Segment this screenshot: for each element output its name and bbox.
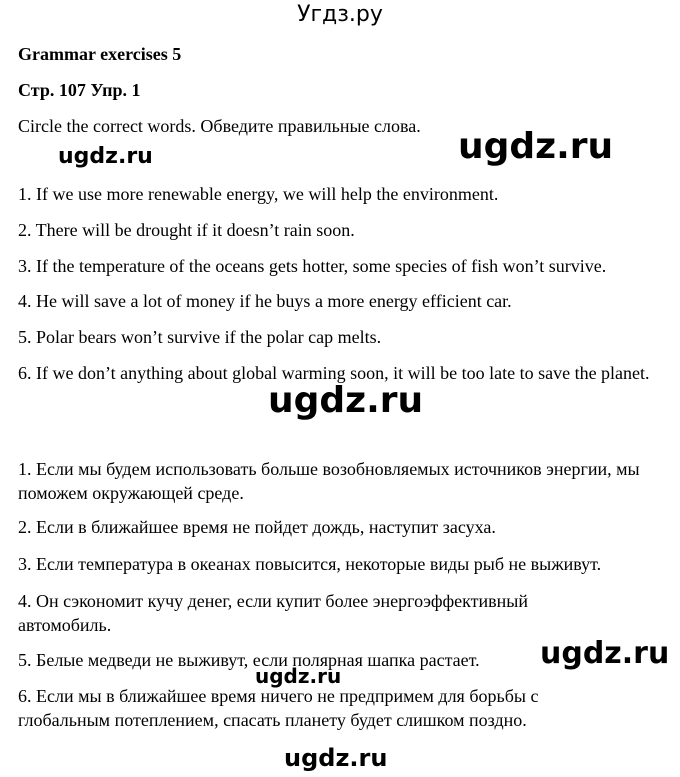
english-sentence: 1. If we use more renewable energy, we will help the environment. [18,184,499,204]
watermark: ugdz.ru [268,380,424,421]
watermark: ugdz.ru [458,126,614,167]
watermark: ugdz.ru [284,744,388,772]
english-sentence: 6. If we don’t anything about global warming soon, it will be too late to save the planet. [18,363,650,383]
watermark: ugdz.ru [255,664,342,688]
english-sentence: 4. He will save a lot of money if he buys a more energy efficient car. [18,291,512,311]
watermark: ugdz.ru [540,636,670,671]
watermark: ugdz.ru [58,144,153,169]
russian-sentence: 3. Если температура в океанах повысится, некоторые виды рыб не выживут. [18,554,602,574]
russian-sentence: 2. Если в ближайшее время не пойдет дождь, наступит засуха. [18,517,496,537]
russian-sentence: 4. Он сэкономит кучу денег, если купит более энергоэффективный автомобиль. [18,591,528,635]
site-title: Угдз.ру [297,2,383,27]
instruction-text: Circle the correct words. Обведите правильные слова. [18,116,421,136]
exercise-reference: Стр. 107 Упр. 1 [18,80,141,100]
russian-sentence: 1. Если мы будем использовать больше возобновляемых источников энергии, мы поможем окружающей среде. [18,459,640,503]
section-title: Grammar exercises 5 [18,44,182,64]
english-sentence: 5. Polar bears won’t survive if the polar cap melts. [18,327,382,347]
english-sentence: 3. If the temperature of the oceans gets hotter, some species of fish won’t survive. [18,256,607,276]
russian-sentence: 6. Если мы в ближайшее время ничего не предпримем для борьбы с глобальным потеплением, спасать планету будет слишком поздно. [18,686,539,730]
russian-sentence: 5. Белые медведи не выживут, если полярная шапка растает. [18,650,480,670]
english-sentence: 2. There will be drought if it doesn’t rain soon. [18,220,355,240]
